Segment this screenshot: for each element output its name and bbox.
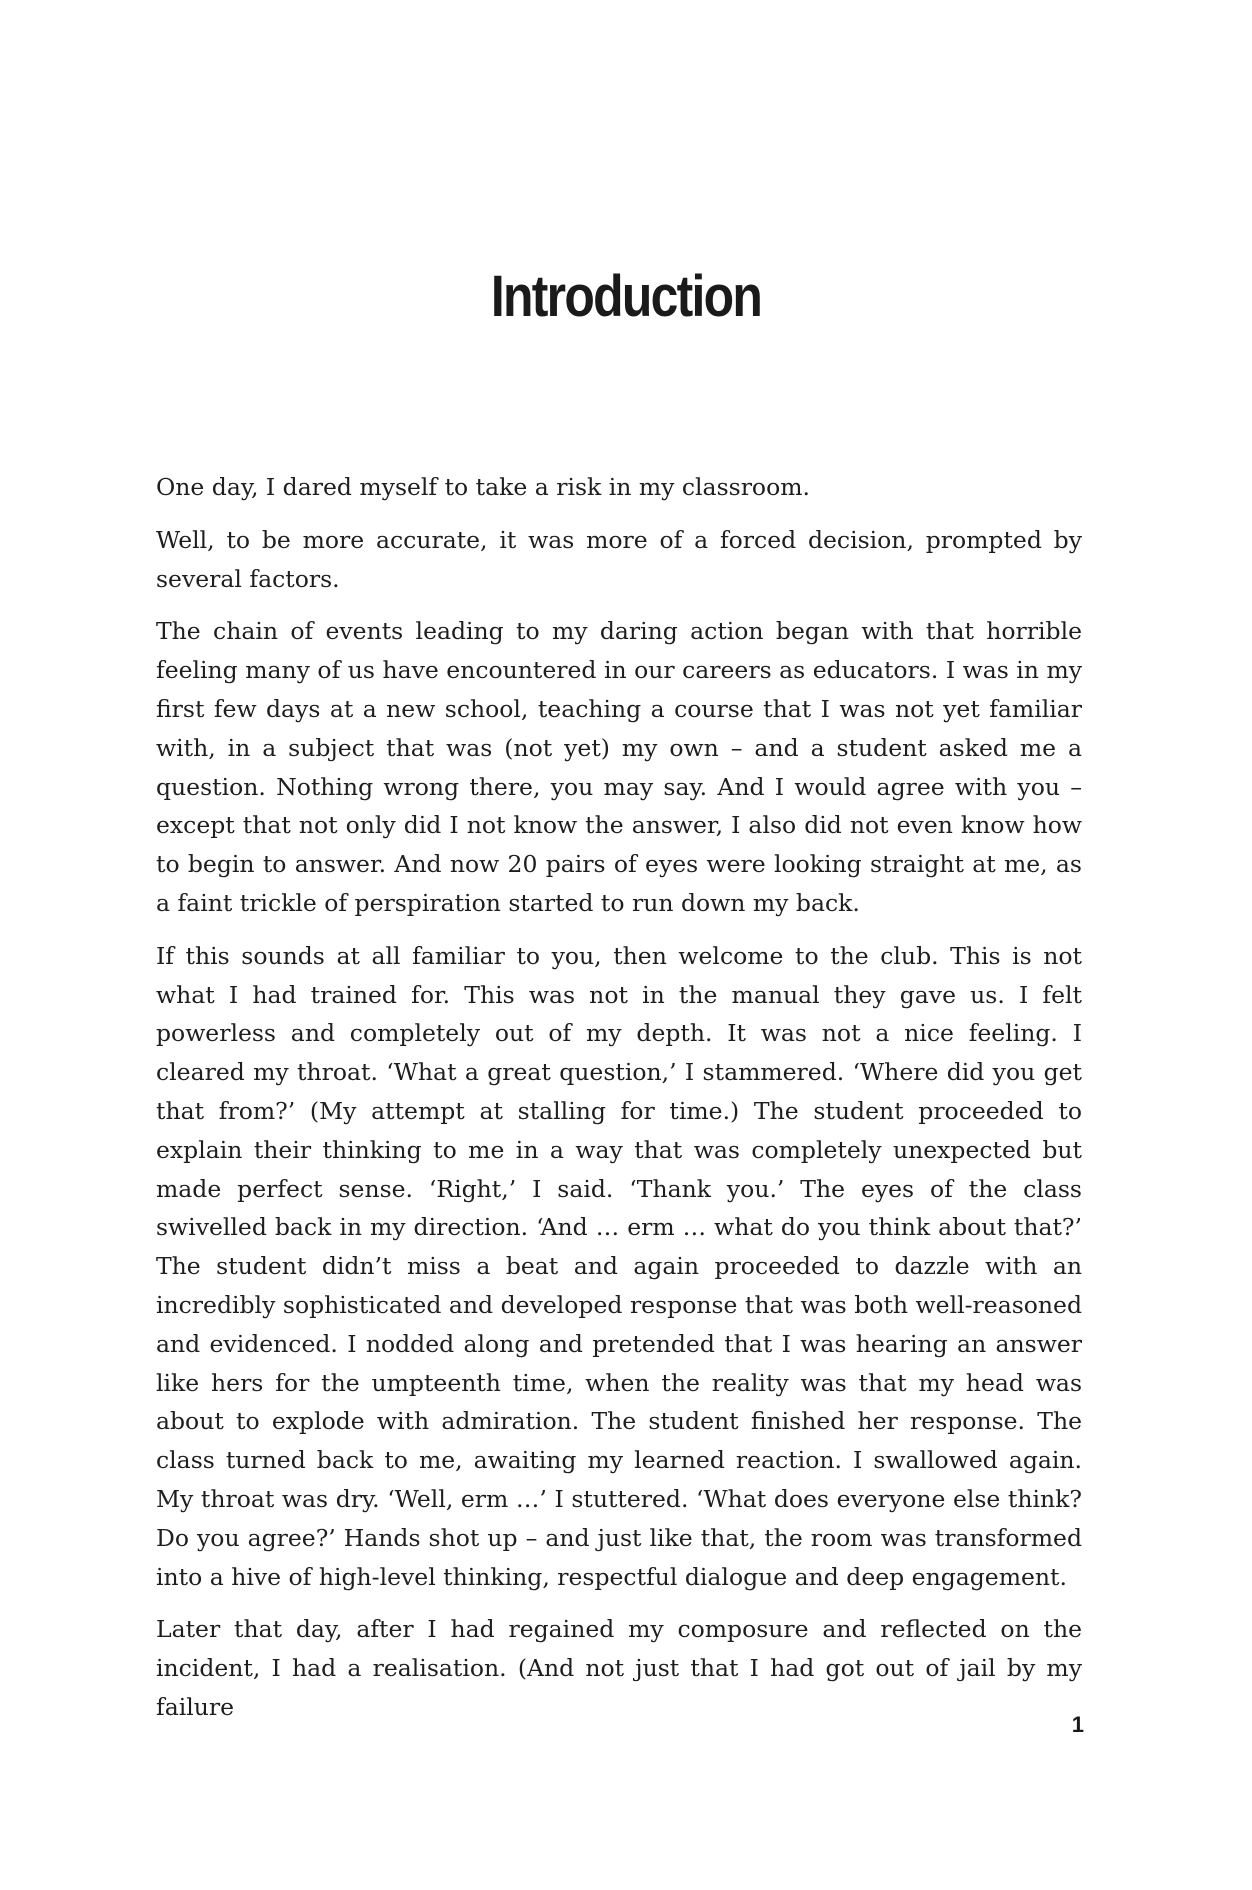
page-number: 1 bbox=[1071, 1712, 1084, 1737]
chapter-title: Introduction bbox=[490, 264, 762, 329]
body-text bbox=[156, 468, 1082, 1741]
paragraph: Well, to be more accurate, it was more of a forced decision, prompted by several factors. bbox=[156, 525, 1082, 593]
paragraph: Later that day, after I had regained my composure and reflected on the incident, I had a realisation. (And not just that I had got out of jail by my failure bbox=[156, 1615, 1082, 1721]
paragraph: One day, I dared myself to take a risk in my classroom. bbox=[156, 473, 810, 501]
paragraph: The chain of events leading to my daring action began with that horrible feeling many of us have encountered in our careers as educators. I was in my first few days at a new school, teaching a course that I was not yet familiar with, in a subject that was (not yet) my own – and a student asked me a question. Nothing wrong there, you may say. And I would agree with you – except that not only did I not know the answer, I also did not even know how to begin to answer. And now 20 pairs of eyes were looking straight at me, as a faint trickle of perspiration started to run down my back. bbox=[156, 617, 1082, 917]
paragraph: If this sounds at all familiar to you, then welcome to the club. This is not what I had trained for. This was not in the manual they gave us. I felt powerless and completely out of my depth. It was not a nice feeling. I cleared my throat. ‘What a great question,’ I stammered. ‘Where did you get that from?’ (My attempt at stalling for time.) The student proceeded to explain their thinking to me in a way that was completely unexpected but made perfect sense. ‘Right,’ I said. ‘Thank you.’ The eyes of the class swivelled back in my direction. ‘And … erm … what do you think about that?’ The student didn’t miss a beat and again proceeded to dazzle with an incredibly sophisticated and developed response that was both well-reasoned and evidenced. I nodded along and pretended that I was hearing an answer like hers for the umpteenth time, when the reality was that my head was about to explode with admiration. The student finished her response. The class turned back to me, awaiting my learned reaction. I swallowed again. My throat was dry. ‘Well, erm …’ I stuttered. ‘What does everyone else think? Do you agree?’ Hands shot up – and just like that, the room was transformed into a hive of high-level thinking, respectful dialogue and deep engagement. bbox=[156, 941, 1082, 1591]
